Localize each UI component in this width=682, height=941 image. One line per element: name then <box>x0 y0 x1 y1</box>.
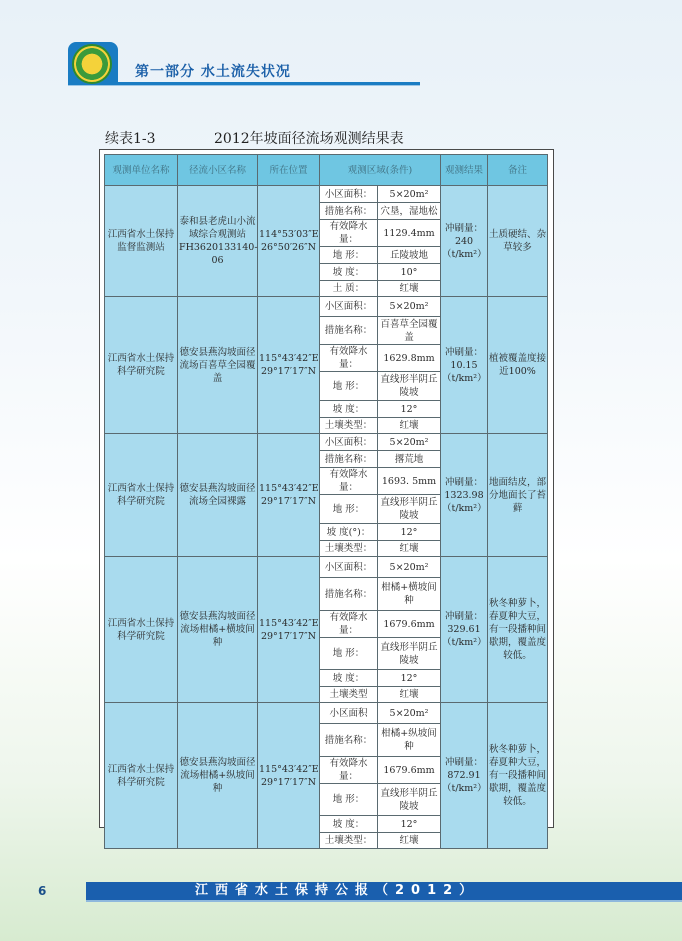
cell-location: 115°43′42″E 29°17′17″N <box>258 297 320 434</box>
table-title: 2012年坡面径流场观测结果表 <box>214 131 404 147</box>
cell-condition-value: 红壤 <box>378 687 441 703</box>
table-header-row <box>105 155 548 186</box>
cell-unit: 江西省水土保持科学研究院 <box>105 297 178 434</box>
table-row <box>105 297 548 317</box>
cell-condition-label: 坡 度： <box>320 401 378 418</box>
section-title: 第一部分 水土流失状况 <box>135 64 291 80</box>
cell-condition-value: 1693. 5mm <box>378 468 441 495</box>
cell-condition-value: 1679.6mm <box>378 611 441 638</box>
cell-condition-value: 柑橘+横坡间种 <box>378 578 441 611</box>
cell-condition-value: 5×20m² <box>378 703 441 724</box>
cell-site: 泰和县老虎山小流域综合观测站FH3620133140-06 <box>178 186 258 297</box>
cell-condition-value: 5×20m² <box>378 434 441 451</box>
col-header-conditions: 观测区域(条件) <box>320 155 441 186</box>
cell-condition-label: 小区面积： <box>320 186 378 203</box>
table-row <box>105 434 548 451</box>
cell-unit: 江西省水土保持监督监测站 <box>105 186 178 297</box>
cell-condition-label: 土壤类型： <box>320 541 378 557</box>
cell-condition-value: 1629.8mm <box>378 345 441 372</box>
cell-remark: 植被覆盖度接近100% <box>488 297 548 434</box>
table-body <box>105 186 548 849</box>
col-header-unit: 观测单位名称 <box>105 155 178 186</box>
cell-condition-label: 土 质： <box>320 281 378 297</box>
cell-result: 冲刷量：240（t/km²） <box>441 186 488 297</box>
cell-condition-value: 红壤 <box>378 541 441 557</box>
cell-location: 114°53′03″E 26°50′26″N <box>258 186 320 297</box>
cell-condition-label: 地 形： <box>320 495 378 524</box>
cell-condition-label: 土壤类型： <box>320 418 378 434</box>
cell-condition-label: 土壤类型： <box>320 833 378 849</box>
cell-condition-value: 直线形半阴丘陵坡 <box>378 784 441 816</box>
cell-remark: 土质硬结、杂草较多 <box>488 186 548 297</box>
cell-unit: 江西省水土保持科学研究院 <box>105 557 178 703</box>
cell-condition-label: 坡 度： <box>320 816 378 833</box>
cell-location: 115°43′42″E 29°17′17″N <box>258 557 320 703</box>
cell-condition-value: 直线形半阴丘陵坡 <box>378 495 441 524</box>
col-header-result: 观测结果 <box>441 155 488 186</box>
cell-condition-label: 措施名称： <box>320 203 378 220</box>
cell-remark: 秋冬种萝卜，春夏种大豆，有一段播种间歇期，覆盖度较低。 <box>488 703 548 849</box>
cell-condition-value: 12° <box>378 401 441 418</box>
cell-site: 德安县燕沟坡面径流场柑橘+纵坡间种 <box>178 703 258 849</box>
cell-condition-value: 直线形半阴丘陵坡 <box>378 638 441 670</box>
cell-condition-label: 地 形： <box>320 247 378 264</box>
cell-condition-label: 小区面积： <box>320 557 378 578</box>
cell-condition-value: 丘陵坡地 <box>378 247 441 264</box>
cell-condition-label: 有效降水量： <box>320 345 378 372</box>
cell-location: 115°43′42″E 29°17′17″N <box>258 703 320 849</box>
logo-icon <box>72 44 112 84</box>
cell-condition-label: 坡 度(°)： <box>320 524 378 541</box>
cell-condition-value: 红壤 <box>378 833 441 849</box>
cell-condition-label: 措施名称： <box>320 451 378 468</box>
cell-condition-label: 坡 度： <box>320 264 378 281</box>
cell-condition-label: 地 形： <box>320 638 378 670</box>
col-header-site: 径流小区名称 <box>178 155 258 186</box>
cell-site: 德安县燕沟坡面径流场柑橘+横坡间种 <box>178 557 258 703</box>
cell-result: 冲刷量：1323.98（t/km²） <box>441 434 488 557</box>
cell-condition-label: 小区面积 <box>320 703 378 724</box>
cell-condition-label: 措施名称： <box>320 317 378 345</box>
cell-condition-label: 小区面积： <box>320 297 378 317</box>
publication-title: 江西省水土保持公报（2012） <box>195 883 480 898</box>
cell-site: 德安县燕沟坡面径流场百喜草全园覆盖 <box>178 297 258 434</box>
cell-unit: 江西省水土保持科学研究院 <box>105 434 178 557</box>
col-header-remark: 备注 <box>488 155 548 186</box>
cell-condition-label: 小区面积： <box>320 434 378 451</box>
cell-condition-label: 地 形： <box>320 784 378 816</box>
cell-condition-value: 直线形半阴丘陵坡 <box>378 372 441 401</box>
cell-condition-value: 5×20m² <box>378 557 441 578</box>
cell-condition-label: 有效降水量： <box>320 468 378 495</box>
cell-remark: 地面结皮，部分地面长了苔藓 <box>488 434 548 557</box>
table-row <box>105 186 548 203</box>
cell-condition-value: 12° <box>378 524 441 541</box>
cell-remark: 秋冬种萝卜，春夏种大豆，有一段播种间歇期，覆盖度较低。 <box>488 557 548 703</box>
cell-condition-value: 10° <box>378 264 441 281</box>
cell-condition-label: 有效降水量： <box>320 757 378 784</box>
cell-condition-label: 土壤类型 <box>320 687 378 703</box>
cell-location: 115°43′42″E 29°17′17″N <box>258 434 320 557</box>
cell-condition-value: 柑橘+纵坡间种 <box>378 724 441 757</box>
cell-site: 德安县燕沟坡面径流场全园裸露 <box>178 434 258 557</box>
cell-condition-label: 有效降水量： <box>320 220 378 247</box>
table-row <box>105 703 548 724</box>
col-header-location: 所在位置 <box>258 155 320 186</box>
cell-condition-value: 百喜草全园覆盖 <box>378 317 441 345</box>
cell-condition-value: 5×20m² <box>378 297 441 317</box>
cell-condition-label: 措施名称： <box>320 578 378 611</box>
cell-condition-value: 12° <box>378 816 441 833</box>
cell-condition-value: 12° <box>378 670 441 687</box>
cell-condition-label: 地 形： <box>320 372 378 401</box>
cell-result: 冲刷量：10.15（t/km²） <box>441 297 488 434</box>
cell-condition-label: 坡 度： <box>320 670 378 687</box>
page-number: 6 <box>38 884 47 898</box>
cell-condition-value: 1679.6mm <box>378 757 441 784</box>
footer-bar-accent <box>86 900 682 902</box>
results-table <box>104 154 548 849</box>
cell-result: 冲刷量：329.61（t/km²） <box>441 557 488 703</box>
cell-condition-value: 撂荒地 <box>378 451 441 468</box>
cell-result: 冲刷量：872.91（t/km²） <box>441 703 488 849</box>
table-number: 续表1-3 <box>105 131 156 147</box>
cell-condition-label: 有效降水量： <box>320 611 378 638</box>
cell-condition-value: 穴垦，湿地松 <box>378 203 441 220</box>
cell-condition-value: 红壤 <box>378 281 441 297</box>
cell-condition-value: 5×20m² <box>378 186 441 203</box>
header-rule-thin <box>68 85 420 86</box>
cell-condition-label: 措施名称： <box>320 724 378 757</box>
cell-unit: 江西省水土保持科学研究院 <box>105 703 178 849</box>
cell-condition-value: 红壤 <box>378 418 441 434</box>
cell-condition-value: 1129.4mm <box>378 220 441 247</box>
table-row <box>105 557 548 578</box>
